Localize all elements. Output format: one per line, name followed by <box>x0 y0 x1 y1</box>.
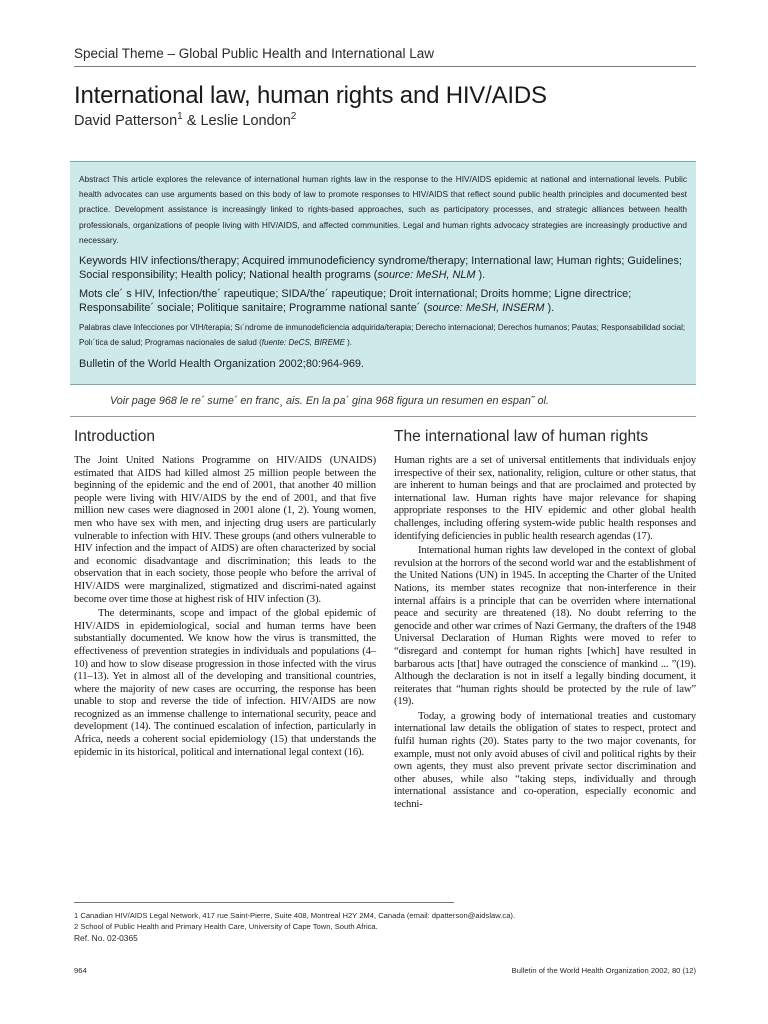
left-column <box>74 428 376 760</box>
right-column <box>394 428 696 813</box>
footnote-2: 2 School of Public Health and Primary Health Care, University of Cape Town, South Africa. <box>74 922 378 931</box>
body-paragraph: Human rights are a set of universal entitlements that individuals enjoy irrespective of their sex, nationality, religion, culture or other status, that are inherent to human beings and that are proclaimed and protected by international law. Human rights have major relevance for shaping appropriate responses to the HIV epidemic and other global health challenges, including offering system-wide public health responses and identifying deficiencies in public health research agendas (17). <box>394 454 696 542</box>
abstract-box <box>70 161 696 385</box>
section-heading-introduction: Introduction <box>74 428 155 445</box>
body-paragraph: The Joint United Nations Programme on HIV/AIDS (UNAIDS) estimated that AIDS had killed almost 25 million people between the beginning of the epidemic and the end of 2001, that another 40 million people were living with HIV/AIDS by the end of 2001, and that five million new cases were diagnosed in 2001 alone (1, 2). Young women, men who have sex with men, and injecting drug users are particularly vulnerable to infection with HIV. These groups (and others vulnerable to HIV infection and the impact of AIDS) are often characterized by social and economic disadvantage and discrimination; this leads to the observation that in each society, those people who before the arrival of HIV/AIDS were marginalized, stigmatized and discrimi-nated against become over time those at highest risk of HIV infection (3). <box>74 454 376 605</box>
footnotes <box>74 910 694 944</box>
section-heading-international-law: The international law of human rights <box>394 428 649 445</box>
footnote-1: 1 Canadian HIV/AIDS Legal Network, 417 rue Saint-Pierre, Suite 408, Montreal H2Y 2M4, Canada (email: dpatterson@aidslaw.ca). <box>74 911 516 920</box>
keywords-french: Mots cle´ s HIV, Infection/the´ rapeutique; SIDA/the´ rapeutique; Droit international; Droits homme; Ligne directrice; Responsabilite´ sociale; Politique sanitaire; Programme national sante´ (source: MeSH, INSERM ). <box>79 288 632 315</box>
body-paragraph: Today, a growing body of international treaties and customary international law details the obligation of states to respect, protect and fulfil human rights (20). States party to the two major covenants, for example, must not only avoid abuses of civil and political rights by their own agents, they must also prevent private sector discrimination and other abuses, while also “taking steps, individually and through international assistance and co-operation, especially economic and techni- <box>394 709 696 811</box>
author-2[interactable]: & Leslie London <box>182 112 291 129</box>
keywords-english: Keywords HIV infections/therapy; Acquired immunodeficiency syndrome/therapy; International law; Human rights; Guidelines; Social responsibility; Health policy; National health programs (source: MeSH, NLM ). <box>79 255 682 282</box>
body-paragraph: The determinants, scope and impact of the global epidemic of HIV/AIDS in epidemiological, social and human terms have been substantially documented. We know how the virus is transmitted, the effectiveness of prevention strategies in individuals and populations (4–10) and how to slow disease progression in those infected with the virus (11–13). Yet in almost all of the developing and transitional countries, where the majority of new cases are occurring, the response has been unable to stop and reverse the tide of infection. HIV/AIDS are now recognized as an immense challenge to international security, peace and development (14). The continued escalation of infection, particularly in Africa, needs a coherent social epidemiology (15) that understands the epidemic in its historical, political and international legal context (16). <box>74 607 376 758</box>
header-rule <box>74 66 696 67</box>
page-number: 964 <box>74 966 87 975</box>
article-authors <box>74 111 296 129</box>
journal-citation: Bulletin of the World Health Organization 2002, 80 (12) <box>511 966 696 975</box>
footnote-rule <box>74 902 454 903</box>
author-1[interactable]: David Patterson <box>74 112 178 129</box>
special-theme-header: Special Theme – Global Public Health and International Law <box>74 46 434 61</box>
reference-number: Ref. No. 02-0365 <box>74 933 138 943</box>
keywords-spanish-source: fuente: DeCS, BIREME <box>261 338 345 348</box>
section-rule <box>70 416 696 417</box>
keywords-english-source: source: MeSH, NLM <box>377 269 476 282</box>
author-1-affiliation: 1 <box>177 111 183 122</box>
bulletin-citation: Bulletin of the World Health Organization 2002;80:964-969. <box>79 358 364 371</box>
keywords-french-source: source: MeSH, INSERM <box>427 302 545 315</box>
translation-note: Voir page 968 le re´ sume´ en franc¸ ais. En la pa´ gina 968 figura un resumen en espan˜ ol. <box>110 395 549 407</box>
body-paragraph: International human rights law developed in the context of global revulsion at the horrors of the second world war and the establishment of the United Nations (UN) in 1945. In accepting the Charter of the United Nations, its member states recognize that non-interference in their internal affairs is a principle that can be overriden where international peace and security are threatened (18). No doubt referring to the genocide and other war crimes of Nazi Germany, the drafters of the 1948 Universal Declaration of Human Rights were moved to refer to “disregard and contempt for human rights [which] have resulted in barbarous acts [that] have outraged the conscience of mankind ... ”(19). Although the declaration is not in itself a legally binding document, it reiterates that “human rights should be protected by the rule of law” (19). <box>394 544 696 708</box>
abstract-text: Abstract This article explores the relevance of international human rights law in the response to the HIV/AIDS epidemic at national and international levels. Public health advocates can use arguments based on this body of law to promote responses to HIV/AIDS that reflect sound public health principles and documented best practice. Development assistance is increasingly linked to rights-based approaches, such as participatory processes, and strategic alliances between health professionals, organizations of people living with HIV/AIDS, and affected communities. Legal and human rights advocacy strategies are increasingly productive and necessary. <box>79 174 687 245</box>
keywords-spanish: Palabras clave Infecciones por VIH/terapia; Sı´ndrome de inmunodeficiencia adquirida/terapia; Derecho internacional; Derechos humanos; Pautas; Responsabilidad social; Polı´tica de salud; Programas nacionales de salud (fuente: DeCS, BIREME ). <box>79 323 686 348</box>
author-2-affiliation: 2 <box>290 111 297 122</box>
article-title: International law, human rights and HIV/AIDS <box>74 82 547 109</box>
